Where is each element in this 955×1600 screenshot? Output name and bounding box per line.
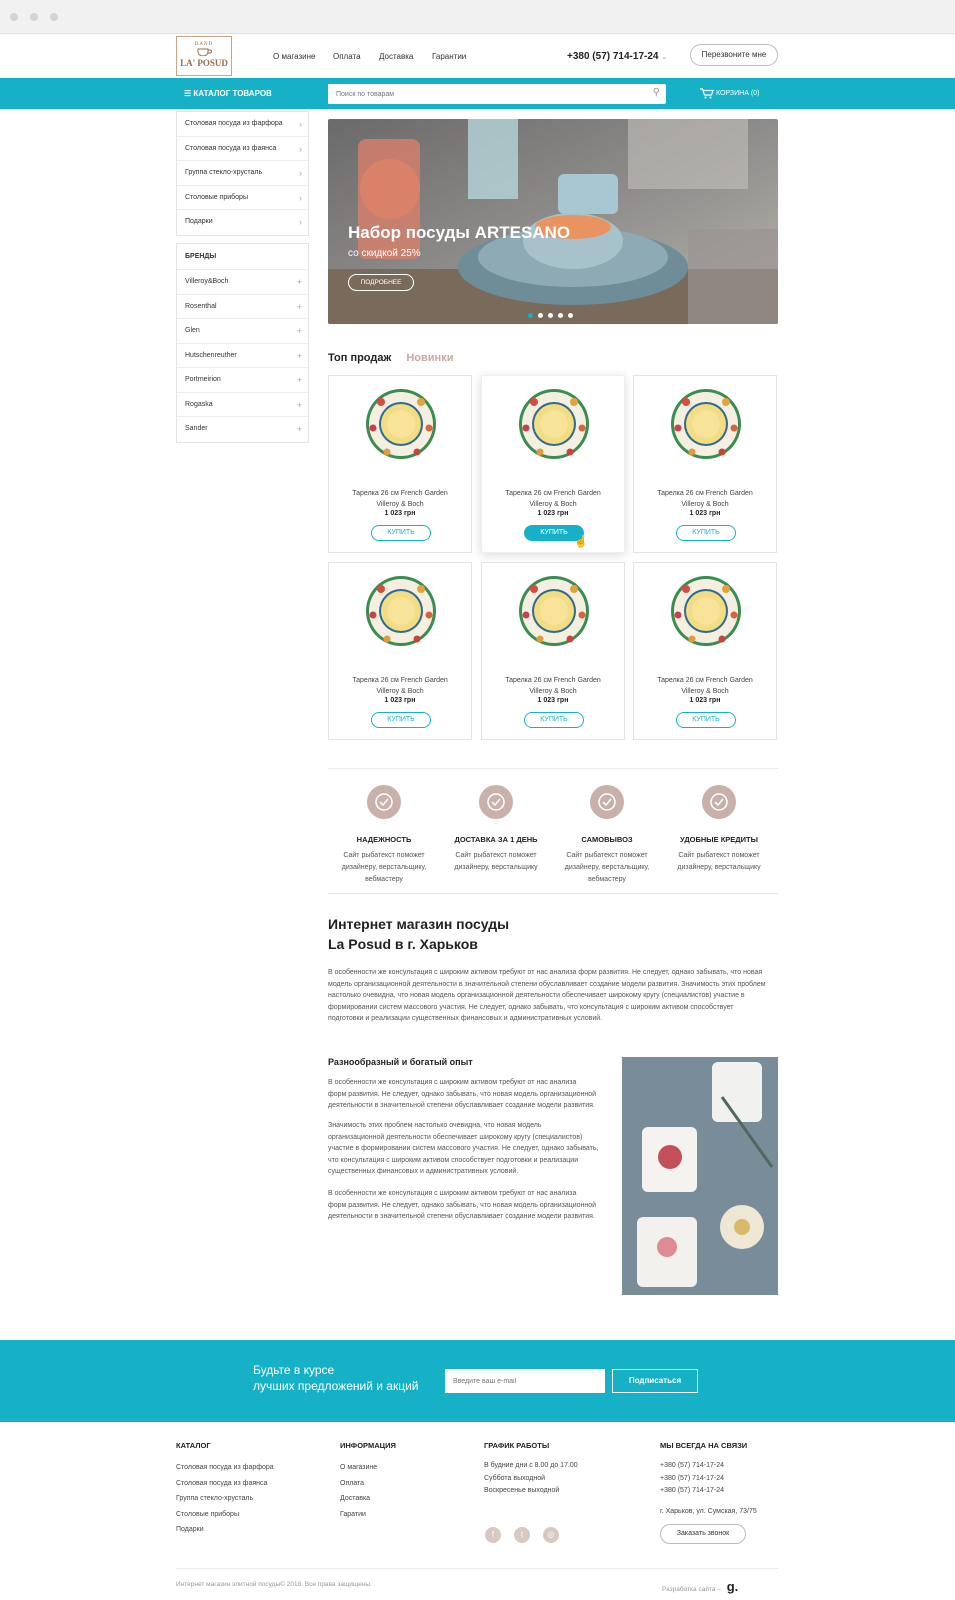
footer-link[interactable]: Оплата	[340, 1479, 365, 1487]
nav-about[interactable]: О магазине	[273, 52, 316, 61]
logo-small-text: DAND	[194, 42, 214, 47]
feature-text-line: Сайт рыбатекст поможет	[455, 852, 537, 859]
divider	[176, 1568, 778, 1569]
text-line: подготовки и реализации существенных финансовых и административных условий.	[328, 1015, 603, 1022]
search-input[interactable]	[328, 84, 628, 104]
truck-icon	[479, 785, 513, 819]
chevron-right-icon: ›	[299, 119, 302, 129]
chevron-right-icon: ›	[299, 217, 302, 227]
text-line: существенных финансовых и административных условий.	[328, 1168, 519, 1175]
category-label: Столовая посуда из фаянса	[185, 144, 277, 152]
footer-contacts	[660, 1441, 757, 1519]
product-title-line: Тарелка 26 см French Garden	[657, 677, 753, 684]
instagram-icon[interactable]: ◎	[543, 1527, 559, 1543]
feature-text	[552, 850, 662, 886]
feature-text-line: Сайт рыбатекст поможет	[678, 852, 760, 859]
about-title-line: La Posud в г. Харьков	[328, 936, 478, 952]
text-line: модель организационной деятельности в значительной степени обуславливает создание модели развития. Значимость этих проблем	[328, 980, 766, 988]
banner-subtitle: со скидкой 25%	[348, 248, 421, 259]
subscribe-line: лучших предложений и акций	[253, 1379, 419, 1393]
plus-icon: +	[296, 277, 302, 287]
product-price: 1 023 грн	[537, 510, 569, 517]
slider-dot-active[interactable]	[528, 313, 533, 318]
search-box	[328, 84, 666, 104]
footer-link[interactable]: Гаратии	[340, 1510, 366, 1518]
text-line: В особенности же консультация с широким активом требуют от нас анализа	[328, 1079, 577, 1086]
subscribe-button[interactable]: Подписаться	[612, 1369, 698, 1393]
feature-title: ДОСТАВКА ЗА 1 ДЕНЬ	[454, 835, 538, 844]
category-list	[176, 111, 309, 236]
browser-chrome	[0, 0, 955, 34]
product-image[interactable]	[670, 388, 742, 460]
feature-item	[441, 785, 551, 874]
product-title-line: Тарелка 26 см French Garden	[505, 677, 601, 684]
product-tabs	[328, 352, 453, 364]
plus-icon: +	[296, 350, 302, 361]
brand-label: Sander	[185, 425, 208, 432]
product-title[interactable]	[482, 488, 624, 510]
slider-dot[interactable]	[558, 313, 563, 318]
nav-delivery[interactable]: Доставка	[379, 52, 414, 61]
feature-text-line: дизайнеру, верстальщику,	[341, 864, 427, 871]
product-image[interactable]	[365, 388, 437, 460]
cart-icon	[590, 785, 624, 819]
text-line: форм развития. Не следует, однако забывать, что новая модель организационной	[328, 1090, 597, 1098]
plus-icon: +	[296, 375, 302, 385]
catalog-label: КАТАЛОГ ТОВАРОВ	[193, 89, 272, 98]
chevron-right-icon: ›	[299, 168, 302, 178]
product-title-line: Тарелка 26 см French Garden	[352, 677, 448, 684]
text-line: деятельности в значительной степени обуславливает создание модели развития.	[328, 1213, 595, 1220]
brand-label: Portmeirion	[185, 376, 221, 383]
product-brand: Villeroy & Boch	[376, 688, 424, 695]
plus-icon: +	[296, 424, 302, 434]
product-card[interactable]	[328, 375, 472, 553]
callback-button[interactable]: Перезвоните мне	[690, 44, 778, 66]
product-brand: Villeroy & Boch	[681, 688, 729, 695]
product-title[interactable]	[329, 675, 471, 697]
brand-label: Rosenthal	[185, 302, 217, 310]
footer-link[interactable]: Группа стекло-хрусталь	[176, 1495, 254, 1502]
brands-title: БРЕНДЫ	[177, 244, 308, 270]
feature-item	[664, 785, 774, 874]
email-field[interactable]	[445, 1369, 605, 1393]
text-line: деятельности в значительной степени обуславливает создание модели развития.	[328, 1102, 595, 1109]
chevron-down-icon[interactable]: ⌄	[661, 54, 668, 61]
footer-link[interactable]: Столовая посуда из фарфора	[176, 1464, 274, 1471]
schedule-line: Воскресенье выходной	[484, 1487, 560, 1494]
product-card[interactable]	[633, 375, 777, 553]
subscribe-text	[253, 1362, 419, 1394]
cart-icon	[700, 88, 714, 99]
header-phone[interactable]	[567, 51, 667, 62]
banner-title: Набор посуды ARTESANO	[348, 223, 571, 242]
buy-button[interactable]: КУПИТЬ	[524, 712, 584, 728]
catalog-button[interactable]	[176, 78, 311, 109]
category-item[interactable]	[177, 186, 308, 211]
hero-banner[interactable]	[328, 119, 778, 324]
brand-label: Rogaska	[185, 400, 213, 408]
brand-label: Villeroy&Boch	[185, 278, 229, 285]
footer-phone[interactable]: +380 (57) 714-17-24	[660, 1487, 725, 1494]
wallet-icon	[702, 785, 736, 819]
buy-button[interactable]: КУПИТЬ	[371, 712, 431, 728]
chevron-right-icon: ›	[299, 192, 302, 203]
text-line: В особенности же консультация с широким активом требуют от нас анализа	[328, 1190, 577, 1197]
product-price: 1 023 грн	[384, 510, 416, 517]
plus-icon: +	[296, 326, 302, 336]
search-icon[interactable]: ⚲	[652, 87, 660, 98]
chevron-right-icon: ›	[299, 143, 302, 154]
footer-heading: ИНФОРМАЦИЯ	[340, 1441, 396, 1450]
feature-text-line: дизайнеру, верстальщику,	[564, 864, 650, 871]
category-item[interactable]	[177, 161, 308, 186]
product-title[interactable]	[482, 675, 624, 697]
text-line: форм развития. Не следует, однако забывать, что новая модель организационной	[328, 1201, 597, 1209]
tab-new[interactable]: Новинки	[406, 352, 454, 364]
category-label: Столовая посуда из фарфора	[185, 120, 283, 127]
footer-link[interactable]: О магазине	[340, 1464, 378, 1471]
product-image[interactable]	[518, 388, 590, 460]
slider-dot[interactable]	[568, 313, 573, 318]
text-line: участие в формировании систем массового участия. Не следует, однако забывать,	[328, 1145, 599, 1152]
buy-button[interactable]: КУПИТЬ	[676, 525, 736, 541]
nav-guarantee[interactable]: Гарантии	[432, 52, 467, 61]
category-item[interactable]	[177, 137, 308, 162]
footer-info	[340, 1441, 396, 1522]
product-card[interactable]	[481, 375, 625, 553]
brand-item[interactable]	[177, 393, 308, 418]
product-image[interactable]	[670, 575, 742, 647]
footer-phone[interactable]: +380 (57) 714-17-24	[660, 1474, 725, 1482]
product-card[interactable]	[328, 562, 472, 740]
category-item[interactable]	[177, 210, 308, 235]
footer-link[interactable]: Подарки	[176, 1526, 204, 1533]
experience-paragraph	[328, 1188, 613, 1223]
plus-icon: +	[296, 301, 302, 312]
window-dot[interactable]	[30, 13, 38, 21]
product-card[interactable]	[633, 562, 777, 740]
category-label: Группа стекло-хрусталь	[185, 169, 263, 176]
window-dot[interactable]	[50, 13, 58, 21]
thumbs-up-icon	[367, 785, 401, 819]
subscribe-line: Будьте в курсе	[253, 1363, 335, 1377]
brand-item[interactable]	[177, 417, 308, 442]
product-price: 1 023 грн	[689, 697, 721, 704]
feature-text-line: дизайнеру, верстальщику	[454, 864, 538, 871]
brand-item[interactable]	[177, 295, 308, 320]
category-item[interactable]	[177, 112, 308, 137]
feature-item	[552, 785, 662, 886]
slider-dot[interactable]	[548, 313, 553, 318]
schedule-line: Суббота выходной	[484, 1474, 546, 1482]
footer-heading: МЫ ВСЕГДА НА СВЯЗИ	[660, 1441, 748, 1450]
product-brand: Villeroy & Boch	[376, 501, 424, 508]
facebook-icon[interactable]: f	[485, 1527, 501, 1543]
feature-text-line: вебмастеру	[365, 876, 403, 883]
copyright: Интернет магазин элитной посуды© 2018. Все права защищены.	[176, 1581, 372, 1588]
feature-item	[329, 785, 439, 886]
feature-title: НАДЕЖНОСТЬ	[356, 835, 412, 844]
buy-button[interactable]: КУПИТЬ	[676, 712, 736, 728]
product-title[interactable]	[634, 675, 776, 697]
divider	[328, 768, 778, 769]
developer-logo: g.	[726, 1579, 739, 1594]
mugs-photo	[622, 1057, 778, 1295]
category-label: Подарки	[185, 218, 213, 225]
text-line: формировании систем массового участия. Не следует, однако забывать, что консультация с широким активом способствует	[328, 1003, 734, 1011]
developer-label: Разработка сайта –	[662, 1586, 721, 1593]
product-price: 1 023 грн	[384, 697, 416, 704]
brand-list	[176, 243, 309, 443]
footer-heading: КАТАЛОГ	[176, 1441, 211, 1450]
text-line: Значимость этих проблем настолько очевидна, что новая модель	[328, 1122, 542, 1129]
text-line: настолько очевидна, что новая модель организационной деятельности обеспечивает широкому кругу (специалистов) участие в	[328, 992, 745, 999]
product-brand: Villeroy & Boch	[681, 501, 729, 508]
experience-title: Разнообразный и богатый опыт	[328, 1057, 473, 1067]
product-image[interactable]	[365, 575, 437, 647]
banner-more-button[interactable]: ПОДРОБНЕЕ	[348, 274, 414, 291]
text-line: организационной деятельности обеспечивает широкому кругу (специалистов)	[328, 1133, 583, 1141]
plus-icon: +	[296, 399, 302, 410]
footer-schedule	[484, 1441, 578, 1498]
tab-top-sales[interactable]: Топ продаж	[328, 352, 392, 364]
product-price: 1 023 грн	[689, 510, 721, 517]
product-price: 1 023 грн	[537, 697, 569, 704]
experience-paragraph	[328, 1120, 613, 1178]
cart-button[interactable]	[700, 78, 759, 109]
footer-link[interactable]: Столовая посуда из фаянса	[176, 1479, 268, 1487]
footer-link[interactable]: Столовые приборы	[176, 1510, 239, 1518]
product-image[interactable]	[518, 575, 590, 647]
product-title-line: Тарелка 26 см French Garden	[657, 490, 753, 497]
category-label: Столовые приборы	[185, 193, 248, 201]
product-title[interactable]	[329, 488, 471, 510]
feature-text	[441, 850, 551, 874]
product-title-line: Тарелка 26 см French Garden	[352, 490, 448, 497]
cart-label: КОРЗИНА (0)	[715, 90, 760, 97]
brand-item[interactable]	[177, 319, 308, 344]
slider-dot[interactable]	[538, 313, 543, 318]
footer-catalog	[176, 1441, 274, 1538]
developer-credit[interactable]	[662, 1579, 738, 1594]
about-title-line: Интернет магазин посуды	[328, 916, 510, 932]
text-line: В особенности же консультация с широким активом требуют от нас анализа форм развития. Не следует, однако забывать, что новая	[328, 969, 763, 976]
brand-item[interactable]	[177, 344, 308, 369]
experience-paragraph	[328, 1077, 613, 1112]
buy-button[interactable]: КУПИТЬ	[371, 525, 431, 541]
schedule-line: В будние дни с 8.00 до 17.00	[484, 1462, 578, 1469]
order-call-button[interactable]: Заказать звонок	[660, 1524, 746, 1544]
feature-title: УДОБНЫЕ КРЕДИТЫ	[680, 835, 758, 844]
phone-number: +380 (57) 714-17-24	[567, 51, 659, 62]
cup-icon	[196, 48, 212, 56]
feature-text	[664, 850, 774, 874]
brand-item[interactable]	[177, 368, 308, 393]
menu-icon: ☰	[184, 89, 192, 98]
banner-image	[328, 119, 778, 324]
window-dot[interactable]	[10, 13, 18, 21]
cursor-hand-icon: ☝	[574, 536, 588, 548]
feature-text	[329, 850, 439, 886]
buy-button[interactable]: КУПИТЬ	[524, 525, 584, 541]
footer-address: г. Харьков, ул. Сумская, 73/75	[660, 1507, 757, 1515]
feature-text-line: Сайт рыбатекст поможет	[566, 852, 648, 859]
nav-payment[interactable]: Оплата	[333, 52, 361, 61]
text-line: что консультация с широким активом способствует подготовки и реализации	[328, 1156, 579, 1164]
twitter-icon[interactable]: t	[514, 1527, 530, 1543]
brand-label: Hutschenreuther	[185, 351, 237, 359]
brand-label: Glen	[185, 327, 200, 334]
feature-title: САМОВЫВОЗ	[581, 835, 633, 844]
product-title[interactable]	[634, 488, 776, 510]
footer-heading: ГРАФИК РАБОТЫ	[484, 1441, 550, 1450]
product-card[interactable]	[481, 562, 625, 740]
footer-link[interactable]: Доставка	[340, 1495, 371, 1502]
brand-item[interactable]	[177, 270, 308, 295]
product-brand: Villeroy & Boch	[529, 501, 577, 508]
divider	[328, 893, 778, 894]
about-title	[328, 914, 509, 954]
feature-text-line: дизайнеру, верстальщику	[677, 864, 761, 871]
about-paragraph	[328, 967, 778, 1025]
product-title-line: Тарелка 26 см French Garden	[505, 490, 601, 497]
logo-text: LA' POSUD	[180, 58, 228, 68]
footer-phone[interactable]: +380 (57) 714-17-24	[660, 1462, 725, 1469]
feature-text-line: вебмастеру	[588, 876, 626, 883]
product-brand: Villeroy & Boch	[529, 688, 577, 695]
site-logo[interactable]	[176, 36, 232, 76]
feature-text-line: Сайт рыбатекст поможет	[343, 852, 425, 859]
